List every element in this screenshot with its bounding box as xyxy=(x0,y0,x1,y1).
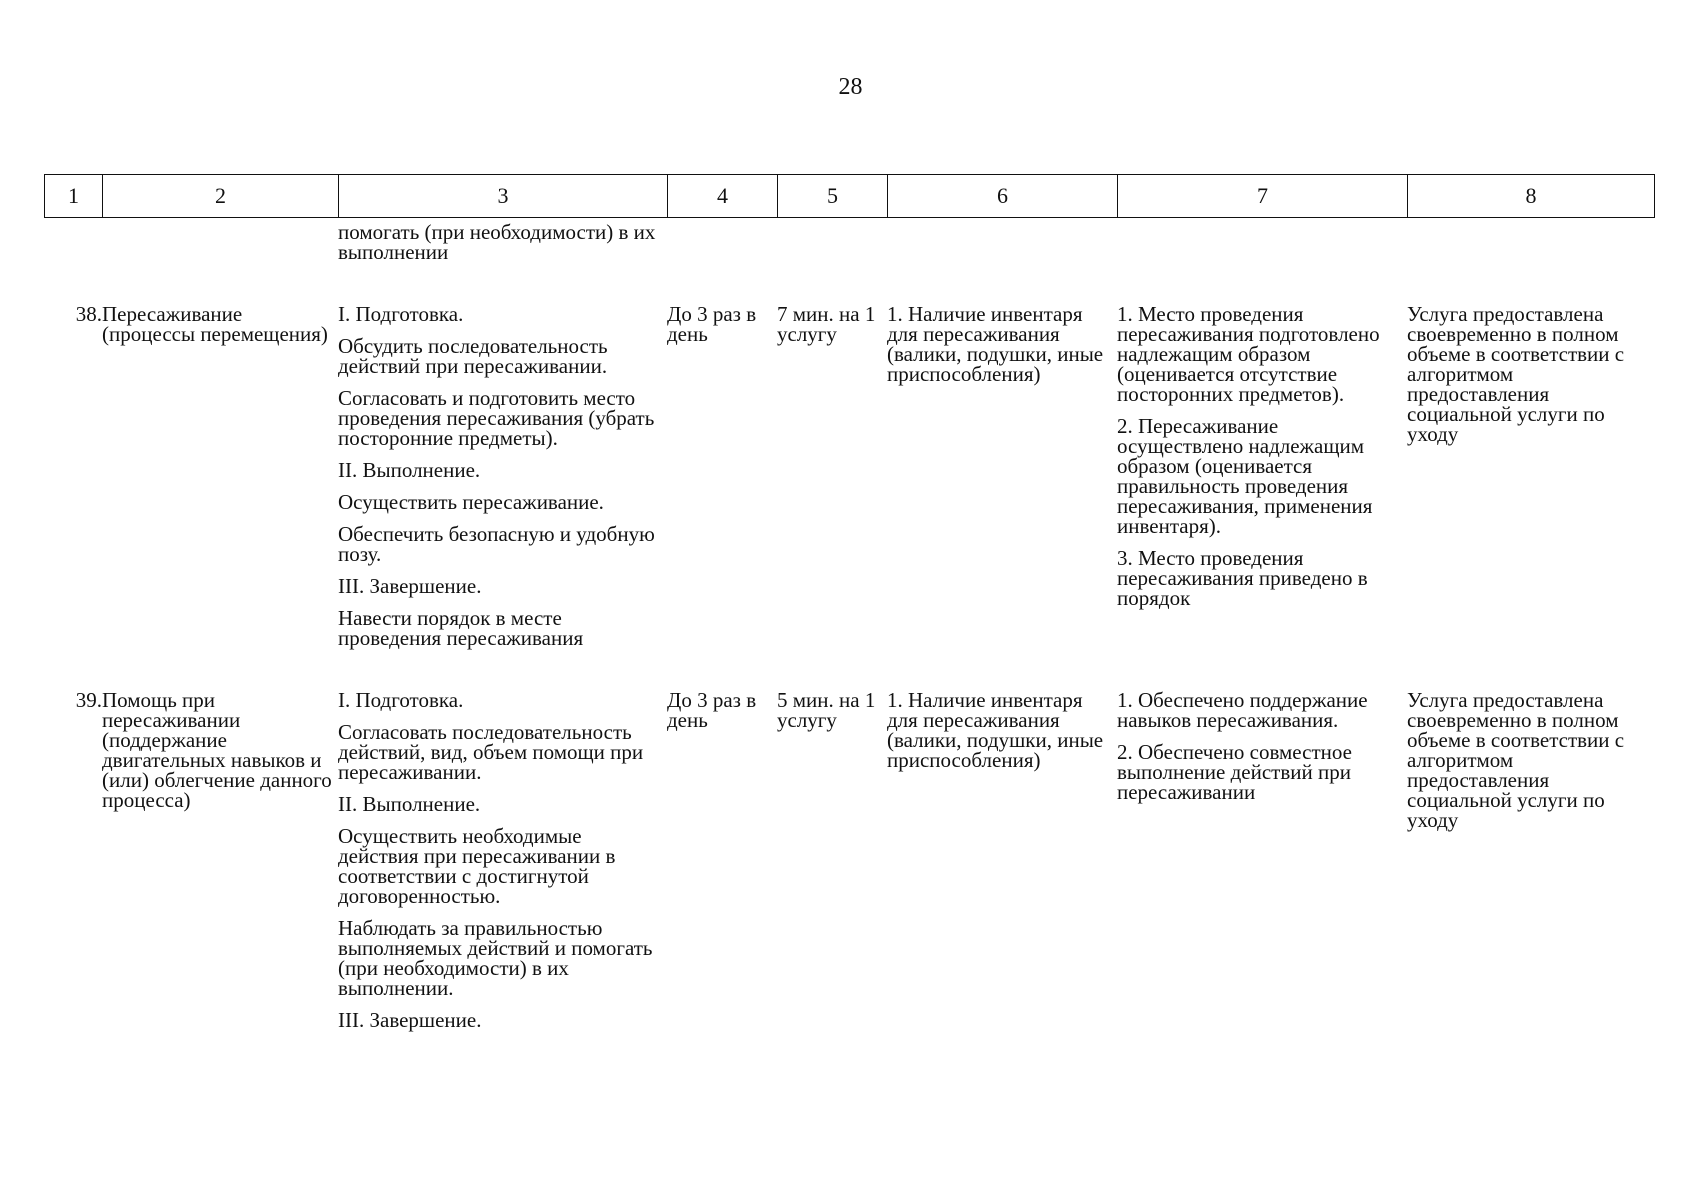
service-steps xyxy=(338,304,667,690)
step: III. Завершение. xyxy=(338,574,482,598)
service-name: Пересаживание (процессы перемещения) xyxy=(102,302,328,346)
header-col-8: 8 xyxy=(1408,175,1655,218)
table-row xyxy=(44,304,1654,690)
step: II. Выполнение. xyxy=(338,792,481,816)
service-time: 5 мин. на 1 услугу xyxy=(777,688,876,732)
service-result: Услуга предоставлена своевременно в полном объеме в соответствии с алгоритмом предоставления социальной услуги по уходу xyxy=(1407,688,1625,832)
continuation-text: помогать (при необходимости) в их выполнении xyxy=(338,220,656,264)
table-row xyxy=(44,690,1654,1030)
service-indicators xyxy=(1117,690,1407,1030)
header-col-5: 5 xyxy=(778,175,888,218)
service-frequency: До 3 раз в день xyxy=(667,302,757,346)
indicator: 3. Место проведения пересаживания приведено в порядок xyxy=(1117,546,1368,610)
column-number-header xyxy=(44,174,1655,218)
header-col-4: 4 xyxy=(668,175,778,218)
indicator: 1. Обеспечено поддержание навыков пересаживания. xyxy=(1117,688,1368,732)
step: Наблюдать за правильностью выполняемых действий и помогать (при необходимости) в их выполнении. xyxy=(338,916,653,1000)
step: I. Подготовка. xyxy=(338,302,464,326)
header-col-1: 1 xyxy=(45,175,103,218)
header-col-3: 3 xyxy=(339,175,668,218)
service-result: Услуга предоставлена своевременно в полном объеме в соответствии с алгоритмом предоставления социальной услуги по уходу xyxy=(1407,302,1625,446)
step: Осуществить необходимые действия при пересаживании в соответствии с достигнутой договоренностью. xyxy=(338,824,616,908)
header-col-6: 6 xyxy=(888,175,1118,218)
condition: 1. Наличие инвентаря для пересаживания (валики, подушки, иные приспособления) xyxy=(887,302,1104,386)
indicator: 2. Пересаживание осуществлено надлежащим образом (оценивается правильность проведения пересаживания, применения инвентаря). xyxy=(1117,414,1373,538)
row-number: 38. xyxy=(75,302,102,326)
step: III. Завершение. xyxy=(338,1008,482,1032)
service-time: 7 мин. на 1 услугу xyxy=(777,302,876,346)
header-col-7: 7 xyxy=(1118,175,1408,218)
services-table xyxy=(44,222,1654,1030)
service-frequency: До 3 раз в день xyxy=(667,688,757,732)
step: Осуществить пересаживание. xyxy=(338,490,604,514)
continuation-row xyxy=(44,222,1654,304)
step: Обсудить последовательность действий при пересаживании. xyxy=(338,334,608,378)
step: Навести порядок в месте проведения пересаживания xyxy=(338,606,584,650)
step: I. Подготовка. xyxy=(338,688,464,712)
service-indicators xyxy=(1117,304,1407,690)
step: Согласовать последовательность действий, вид, объем помощи при пересаживании. xyxy=(338,720,644,784)
service-conditions xyxy=(887,690,1117,1030)
service-name: Помощь при пересаживании (поддержание двигательных навыков и (или) облегчение данного процесса) xyxy=(102,688,332,812)
step: II. Выполнение. xyxy=(338,458,481,482)
indicator: 1. Место проведения пересаживания подготовлено надлежащим образом (оценивается отсутствие посторонних предметов). xyxy=(1117,302,1380,406)
indicator: 2. Обеспечено совместное выполнение действий при пересаживании xyxy=(1117,740,1352,804)
header-col-2: 2 xyxy=(103,175,339,218)
service-steps xyxy=(338,690,667,1030)
page-number: 28 xyxy=(838,74,863,100)
step: Обеспечить безопасную и удобную позу. xyxy=(338,522,655,566)
row-number: 39. xyxy=(75,688,102,712)
step: Согласовать и подготовить место проведения пересаживания (убрать посторонние предметы). xyxy=(338,386,655,450)
service-conditions xyxy=(887,304,1117,690)
condition: 1. Наличие инвентаря для пересаживания (валики, подушки, иные приспособления) xyxy=(887,688,1104,772)
